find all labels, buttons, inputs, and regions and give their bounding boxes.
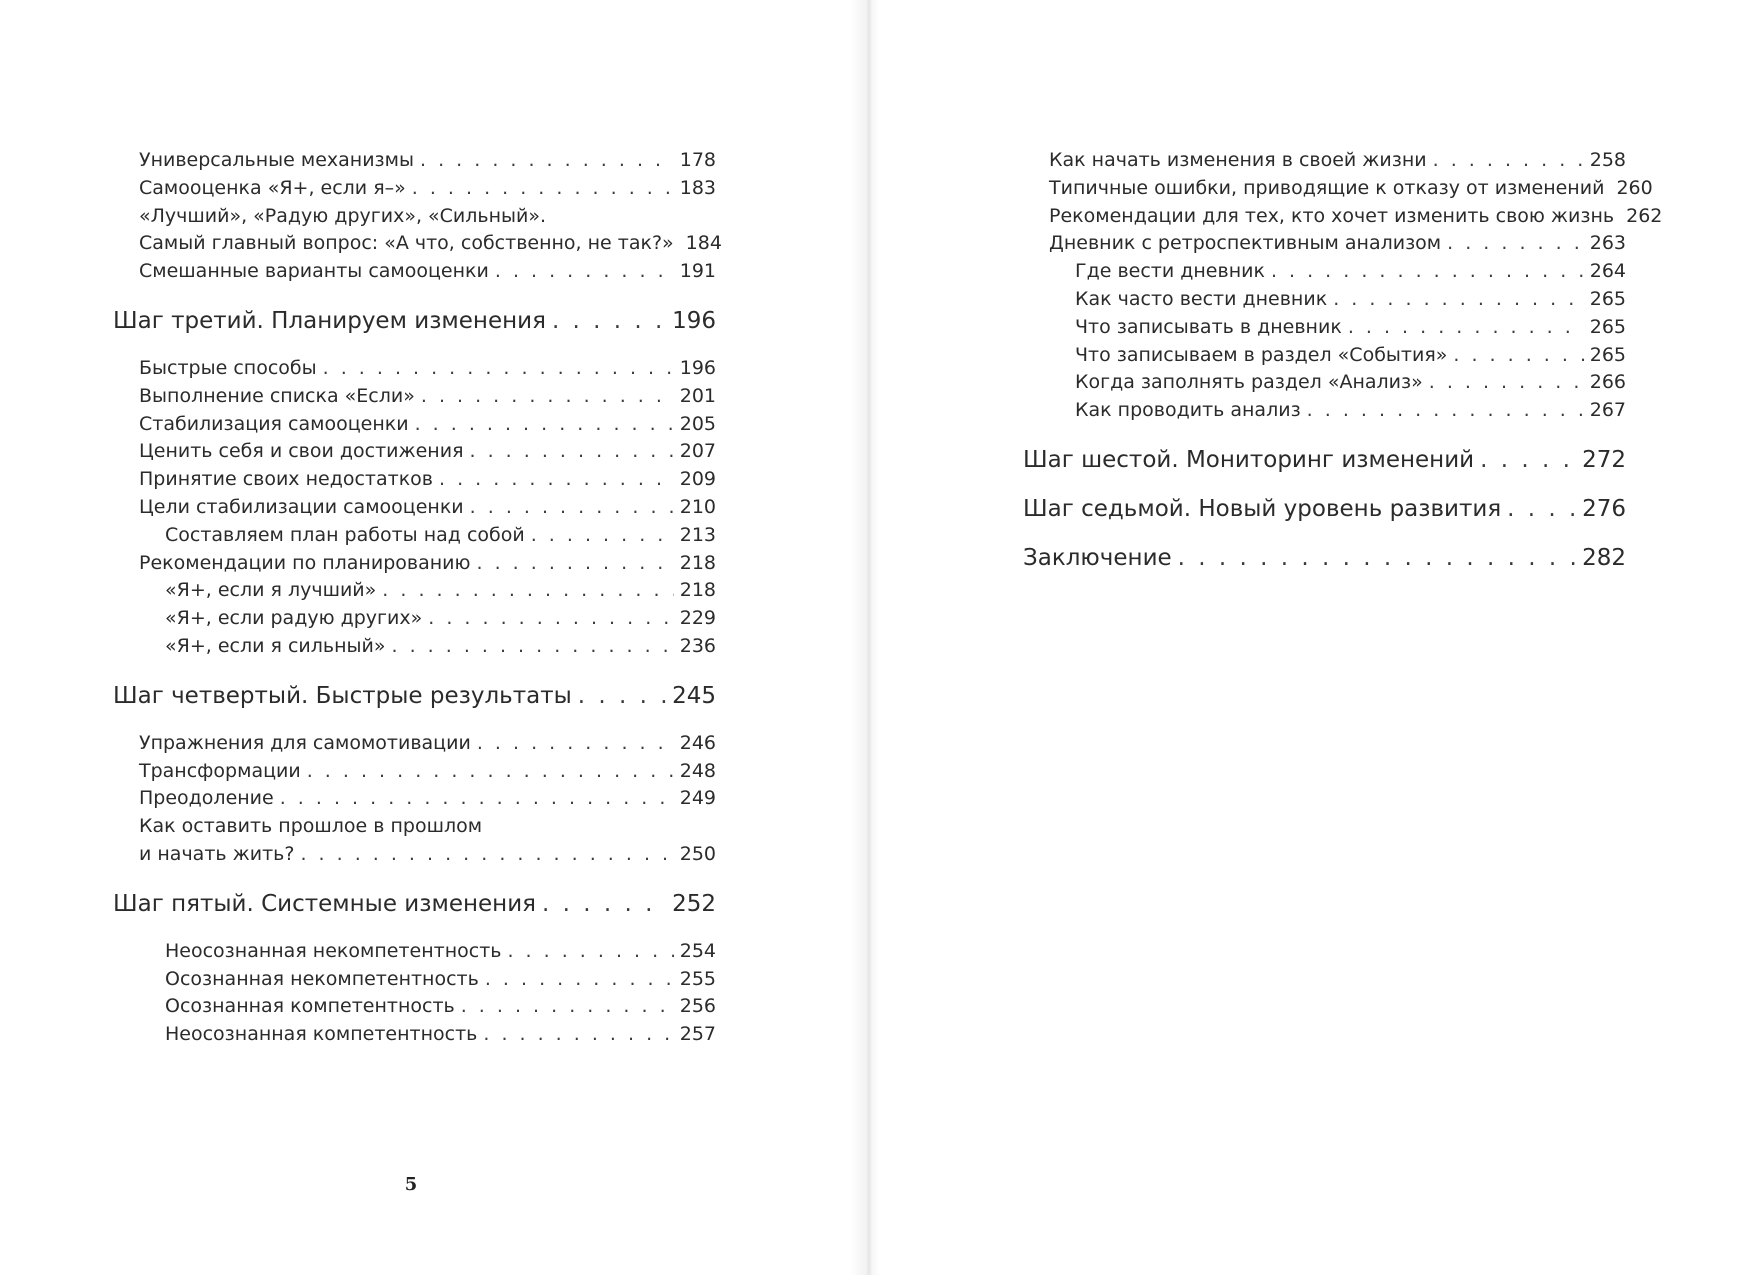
dot-leader <box>1453 342 1583 370</box>
toc-entry-page: 191 <box>679 260 716 283</box>
toc-entry-title: Дневник с ретроспективным анализом <box>1049 232 1442 255</box>
toc-entry-page: 183 <box>679 176 716 199</box>
toc-entry-title: Где вести дневник <box>1075 260 1265 283</box>
toc-entry-page: 264 <box>1589 260 1626 283</box>
toc-chapter <box>113 890 716 918</box>
toc-entry-page: 258 <box>1589 149 1626 171</box>
page-number: 5 <box>404 1174 418 1195</box>
toc-entry-page: 263 <box>1589 232 1626 255</box>
dot-leader <box>382 577 673 605</box>
toc-chapter-title: Шаг пятый. Системные изменения <box>113 890 536 917</box>
toc-entry <box>113 550 716 578</box>
toc-entry <box>113 466 716 494</box>
toc-entry-page: 255 <box>679 967 716 990</box>
toc-entry <box>113 605 716 633</box>
toc-entry-title: Стабилизация самооценки <box>139 412 409 435</box>
dot-leader <box>421 383 674 411</box>
toc-entry <box>1023 314 1626 342</box>
dot-leader <box>1271 258 1584 286</box>
toc-chapter-page: 282 <box>1582 544 1626 571</box>
dot-leader <box>578 682 666 710</box>
toc-entry-title: Универсальные механизмы <box>139 149 414 171</box>
dot-leader <box>307 758 674 786</box>
toc-entry <box>113 383 716 411</box>
toc-entry-page: 260 <box>1616 176 1653 199</box>
toc-entry-page: 246 <box>679 731 716 754</box>
toc-entry-page: 256 <box>679 995 716 1018</box>
toc-entry-title: Как оставить прошлое в прошлом <box>139 815 483 838</box>
toc-entry <box>113 730 716 758</box>
toc-entry-title: Упражнения для самомотивации <box>139 731 471 754</box>
toc-entry-page: 262 <box>1626 204 1663 227</box>
toc-entry-title: Как проводить анализ <box>1075 399 1301 422</box>
toc-entry <box>113 438 716 466</box>
toc-entry <box>1023 258 1626 286</box>
toc-entry-page: 265 <box>1589 287 1626 310</box>
toc-entry-title: Самооценка «Я+, если я–» <box>139 176 406 199</box>
toc-chapter-page: 272 <box>1582 446 1626 473</box>
toc-entry <box>113 522 716 550</box>
toc-right <box>1023 147 1663 592</box>
toc-entry <box>113 411 716 439</box>
toc-chapter-page: 252 <box>672 890 716 917</box>
toc-entry <box>1023 397 1626 425</box>
toc-entry-title: Как часто вести дневник <box>1075 287 1328 310</box>
toc-entry <box>1023 369 1626 397</box>
toc-chapter <box>1023 446 1626 474</box>
toc-entry-page: 209 <box>679 468 716 491</box>
toc-entry <box>113 230 722 258</box>
toc-entry <box>113 147 716 175</box>
dot-leader <box>1433 147 1584 175</box>
toc-entry-page: 267 <box>1589 399 1626 422</box>
toc-entry <box>113 813 716 841</box>
dot-leader <box>507 938 673 966</box>
toc-entry-page: 205 <box>679 412 716 435</box>
dot-leader <box>477 550 674 578</box>
toc-entry <box>113 494 716 522</box>
toc-entry-page: 236 <box>679 634 716 657</box>
toc-entry-title: Ценить себя и свои достижения <box>139 440 464 463</box>
toc-entry-title: «Я+, если я лучший» <box>165 579 377 602</box>
toc-chapter <box>1023 495 1626 523</box>
dot-leader <box>461 993 674 1021</box>
dot-leader <box>495 258 674 286</box>
toc-entry-page: 196 <box>679 356 716 379</box>
toc-entry-page: 248 <box>679 759 716 782</box>
toc-entry-page: 265 <box>1589 343 1626 366</box>
toc-entry <box>1023 286 1626 314</box>
toc-entry <box>113 258 716 286</box>
dot-leader <box>412 175 674 203</box>
toc-entry-title: Осознанная некомпетентность <box>165 967 479 990</box>
toc-entry-title: Рекомендации по планированию <box>139 551 471 574</box>
toc-chapter-title: Шаг седьмой. Новый уровень развития <box>1023 495 1502 522</box>
toc-entry <box>113 633 716 661</box>
toc-entry-page: 249 <box>679 787 716 810</box>
toc-entry-title: Самый главный вопрос: «А что, собственно, не так?» <box>139 232 674 255</box>
toc-entry <box>113 841 716 869</box>
toc-entry-page: 178 <box>679 149 716 171</box>
toc-entry-title: Составляем план работы над собой <box>165 523 525 546</box>
dot-leader <box>485 966 674 994</box>
toc-entry <box>1023 175 1653 203</box>
toc-entry <box>113 758 716 786</box>
toc-entry <box>113 785 716 813</box>
toc-entry-title: Рекомендации для тех, кто хочет изменить свою жизнь <box>1049 204 1615 227</box>
toc-entry-page: 229 <box>679 607 716 630</box>
toc-entry <box>1023 230 1626 258</box>
dot-leader <box>1333 286 1584 314</box>
toc-entry <box>113 938 716 966</box>
toc-entry-page: 265 <box>1589 315 1626 338</box>
toc-entry-page: 201 <box>679 384 716 407</box>
dot-leader <box>1429 369 1584 397</box>
toc-chapter <box>113 682 716 710</box>
toc-chapter-page: 276 <box>1582 495 1626 522</box>
toc-entry-title: Осознанная компетентность <box>165 995 455 1018</box>
dot-leader <box>531 522 674 550</box>
toc-chapter-title: Шаг шестой. Мониторинг изменений <box>1023 446 1475 473</box>
dot-leader <box>542 890 666 918</box>
toc-entry-title: и начать жить? <box>139 842 295 865</box>
toc-entry-page: 257 <box>679 1023 716 1046</box>
dot-leader <box>415 411 674 439</box>
toc-entry-title: Трансформации <box>139 759 301 782</box>
toc-entry <box>113 966 716 994</box>
toc-entry <box>113 355 716 383</box>
toc-entry-title: Быстрые способы <box>139 356 317 379</box>
dot-leader <box>477 730 674 758</box>
left-page <box>0 0 868 1275</box>
toc-entry-page: 266 <box>1589 371 1626 394</box>
dot-leader <box>552 307 666 335</box>
toc-entry-title: «Я+, если я сильный» <box>165 634 386 657</box>
toc-entry-page: 210 <box>679 495 716 518</box>
toc-entry <box>1023 342 1626 370</box>
dot-leader <box>1307 397 1584 425</box>
toc-entry-title: «Лучший», «Радую других», «Сильный». <box>139 204 547 227</box>
dot-leader <box>420 147 674 175</box>
dot-leader <box>439 466 674 494</box>
toc-entry-page: 218 <box>679 579 716 602</box>
dot-leader <box>428 605 673 633</box>
dot-leader <box>300 841 673 869</box>
toc-chapter-title: Заключение <box>1023 544 1172 571</box>
toc-chapter <box>113 307 716 335</box>
toc-chapter-page: 196 <box>672 307 716 334</box>
toc-entry-title: Выполнение списка «Если» <box>139 384 415 407</box>
toc-entry <box>1023 147 1626 175</box>
toc-entry-title: Как начать изменения в своей жизни <box>1049 149 1427 171</box>
toc-entry-page: 250 <box>679 842 716 865</box>
dot-leader <box>392 633 674 661</box>
toc-entry-title: Что записываем в раздел «События» <box>1075 343 1448 366</box>
dot-leader <box>280 785 674 813</box>
toc-chapter-page: 245 <box>672 682 716 709</box>
toc-chapter <box>1023 544 1626 572</box>
dot-leader <box>1480 446 1576 474</box>
dot-leader <box>1178 544 1576 572</box>
toc-entry-title: Типичные ошибки, приводящие к отказу от изменений <box>1049 176 1605 199</box>
dot-leader <box>1447 230 1584 258</box>
toc-entry <box>113 203 716 231</box>
toc-entry <box>113 1021 716 1049</box>
toc-chapter-title: Шаг четвертый. Быстрые результаты <box>113 682 572 709</box>
dot-leader <box>1507 495 1576 523</box>
toc-entry-title: Когда заполнять раздел «Анализ» <box>1075 371 1423 394</box>
toc-entry <box>113 577 716 605</box>
dot-leader <box>1348 314 1584 342</box>
toc-entry-title: Неосознанная некомпетентность <box>165 939 502 962</box>
toc-entry <box>113 175 716 203</box>
toc-entry-title: Преодоление <box>139 787 274 810</box>
toc-entry-title: Смешанные варианты самооценки <box>139 260 489 283</box>
toc-entry-title: Принятие своих недостатков <box>139 468 433 491</box>
toc-entry <box>113 993 716 1021</box>
dot-leader <box>323 355 674 383</box>
dot-leader <box>470 494 674 522</box>
toc-entry-title: «Я+, если радую других» <box>165 607 423 630</box>
toc-entry-page: 213 <box>679 523 716 546</box>
toc-entry-page: 254 <box>679 939 716 962</box>
toc-entry-title: Что записывать в дневник <box>1075 315 1342 338</box>
toc-entry-title: Цели стабилизации самооценки <box>139 495 464 518</box>
toc-left <box>113 147 722 1049</box>
toc-chapter-title: Шаг третий. Планируем изменения <box>113 307 546 334</box>
dot-leader <box>470 438 674 466</box>
toc-entry <box>1023 203 1663 231</box>
toc-entry-page: 184 <box>685 232 722 255</box>
toc-entry-page: 218 <box>679 551 716 574</box>
toc-entry-page: 207 <box>679 440 716 463</box>
dot-leader <box>483 1021 673 1049</box>
toc-entry-title: Неосознанная компетентность <box>165 1023 478 1046</box>
